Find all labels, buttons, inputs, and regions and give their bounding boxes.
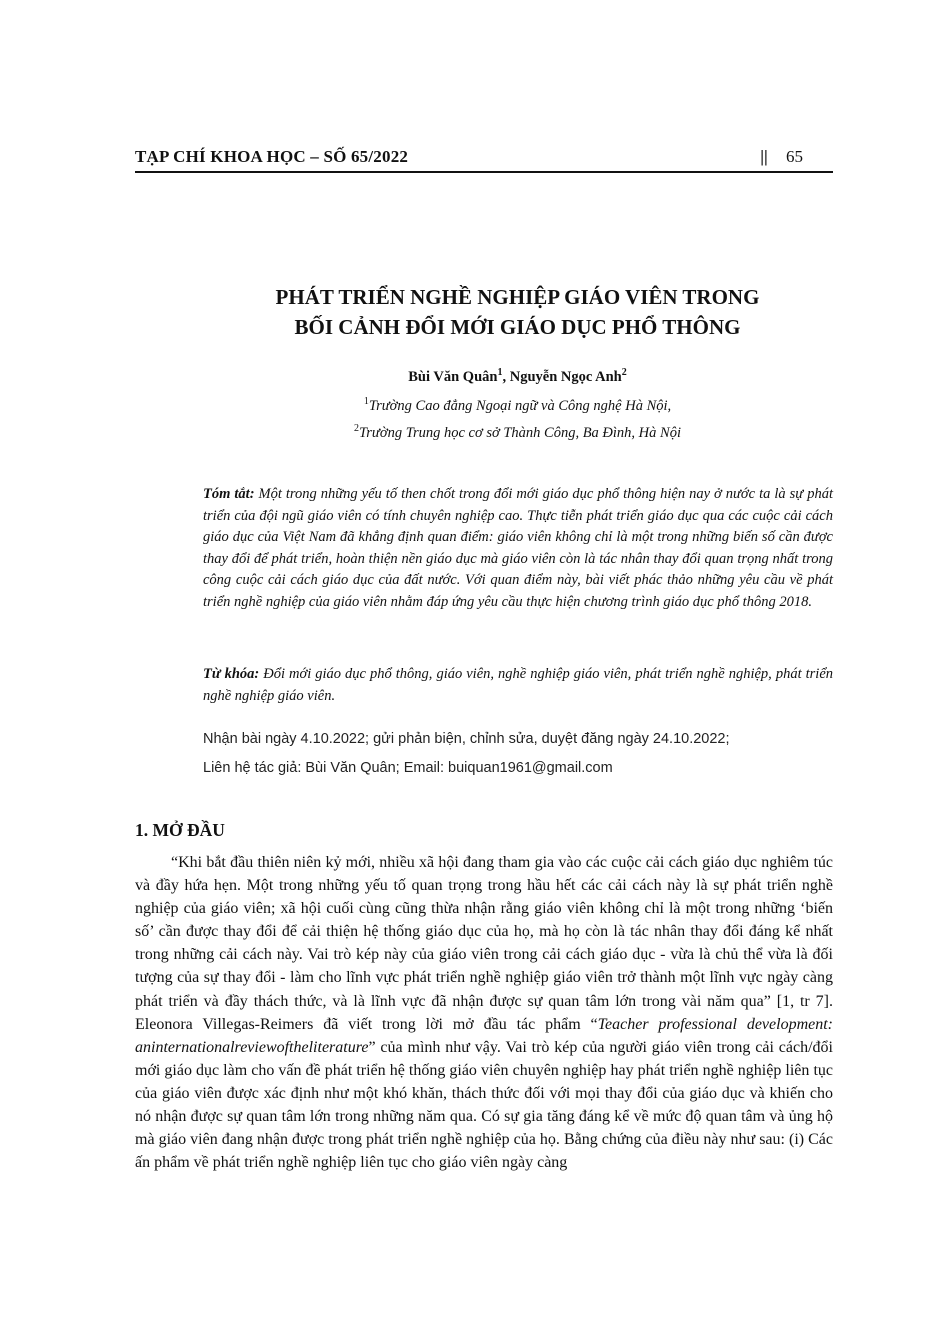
author-2: Nguyễn Ngọc Anh — [509, 368, 622, 385]
article-title — [135, 282, 900, 342]
page-number-group — [760, 147, 803, 167]
cited-work-title: Teacher professional development: aninternationalreviewoftheliterature — [135, 1015, 833, 1056]
author-2-affiliation-mark: 2 — [621, 367, 627, 378]
affiliation-1 — [135, 396, 900, 415]
journal-header — [135, 145, 833, 173]
header-separator: || — [760, 147, 768, 166]
abstract-text: Một trong những yếu tố then chốt trong đổi mới giáo dục phổ thông hiện nay ở nước ta là sự phát triển của đội ngũ giáo viên có tính chuyên nghiệp cao. Thực tiễn phát triển giáo dục qua các cuộc cải cách giáo dục của Việt Nam đã khẳng định quan điểm: giáo viên không chỉ là một trong những biến số cần được thay đổi để phát triển, hoàn thiện nền giáo dục mà giáo viên còn là tác nhân thay đổi quan trọng nhất trong công cuộc cải cách giáo dục của đất nước. Với quan điểm này, bài viết phác thảo những yêu cầu về phát triển nghề nghiệp của giáo viên nhằm đáp ứng yêu cầu thực hiện chương trình giáo dục phổ thông 2018. — [203, 486, 833, 610]
keywords — [203, 664, 833, 707]
body-text-part-1: “Khi bắt đầu thiên niên kỷ mới, nhiều xã hội đang tham gia vào các cuộc cải cách giáo dục nghiêm túc và đầy hứa hẹn. Một trong những yếu tố quan trọng trong hầu hết các cải cách này là sự phát triển nghề nghiệp của giáo viên; xã hội cuối cùng cũng thừa nhận rằng giáo viên không chỉ là một trong những ‘biến số’ cần được thay đổi để cải thiện hệ thống giáo dục của họ, mà họ còn là tác nhân thay đổi đáng kể nhất trong những cải cách này. Vai trò kép này của giáo viên trong cải cách giáo dục - vừa là chủ thể vừa là đối tượng của sự thay đổi - làm cho lĩnh vực phát triển nghề nghiệp giáo viên trở thành một lĩnh vực ngày càng phát triển và đầy thách thức, và là lĩnh vực đã nhận được sự quan tâm lớn trong vài năm qua” [1, tr 7]. Eleonora Villegas-Reimers đã viết trong lời mở đầu tác phẩm “ — [135, 854, 833, 1033]
abstract-label: Tóm tắt: — [203, 486, 255, 502]
body-text-part-2: ” của mình như vậy. Vai trò kép của người giáo viên trong cải cách/đổi mới giáo dục làm cho vấn đề phát triển hệ thống giáo viên chuyên nghiệp hay phát triển nghề nghiệp liên tục của giáo viên được xác định như một khó khăn, thách thức đối với mọi thay đổi của giáo dục và khiến cho nó nhận được sự quan tâm lớn trong những năm qua. Có sự gia tăng đáng kể về mức độ quan tâm và ủng hộ mà giáo viên đang nhận được trong phát triển nghề nghiệp của họ. Bằng chứng của điều này như sau: (i) Các ấn phẩm về phát triển nghề nghiệp liên tục cho giáo viên ngày càng — [135, 1038, 833, 1172]
body-paragraph — [135, 851, 833, 1174]
author-contact: Liên hệ tác giả: Bùi Văn Quân; Email: buiquan1961@gmail.com — [203, 760, 613, 776]
article-title-line-1: PHÁT TRIỂN NGHỀ NGHIỆP GIÁO VIÊN TRONG — [275, 285, 760, 309]
abstract — [203, 484, 833, 614]
author-1: Bùi Văn Quân — [408, 368, 498, 385]
author-separator: , — [502, 368, 510, 385]
author-1-affiliation-mark: 1 — [497, 367, 503, 378]
keywords-label: Từ khóa: — [203, 666, 260, 682]
affiliation-2-mark: 2 — [354, 423, 360, 434]
affiliation-1-mark: 1 — [363, 396, 369, 407]
affiliation-2-text: Trường Trung học cơ sở Thành Công, Ba Đình, Hà Nội — [359, 424, 681, 441]
author-list — [135, 367, 900, 386]
page-number: 65 — [786, 147, 803, 166]
affiliation-2 — [135, 423, 900, 442]
section-heading: 1. MỞ ĐẦU — [135, 820, 225, 840]
received-dates: Nhận bài ngày 4.10.2022; gửi phản biện, chỉnh sửa, duyệt đăng ngày 24.10.2022; — [203, 731, 730, 747]
keywords-text: Đổi mới giáo dục phổ thông, giáo viên, nghề nghiệp giáo viên, phát triển nghề nghiệp, phát triển nghề nghiệp giáo viên. — [203, 666, 834, 704]
journal-title: TẠP CHÍ KHOA HỌC – SỐ 65/2022 — [135, 147, 409, 166]
article-title-line-2: BỐI CẢNH ĐỔI MỚI GIÁO DỤC PHỔ THÔNG — [294, 315, 741, 339]
affiliation-1-text: Trường Cao đẳng Ngoại ngữ và Công nghệ Hà Nội, — [368, 397, 672, 414]
